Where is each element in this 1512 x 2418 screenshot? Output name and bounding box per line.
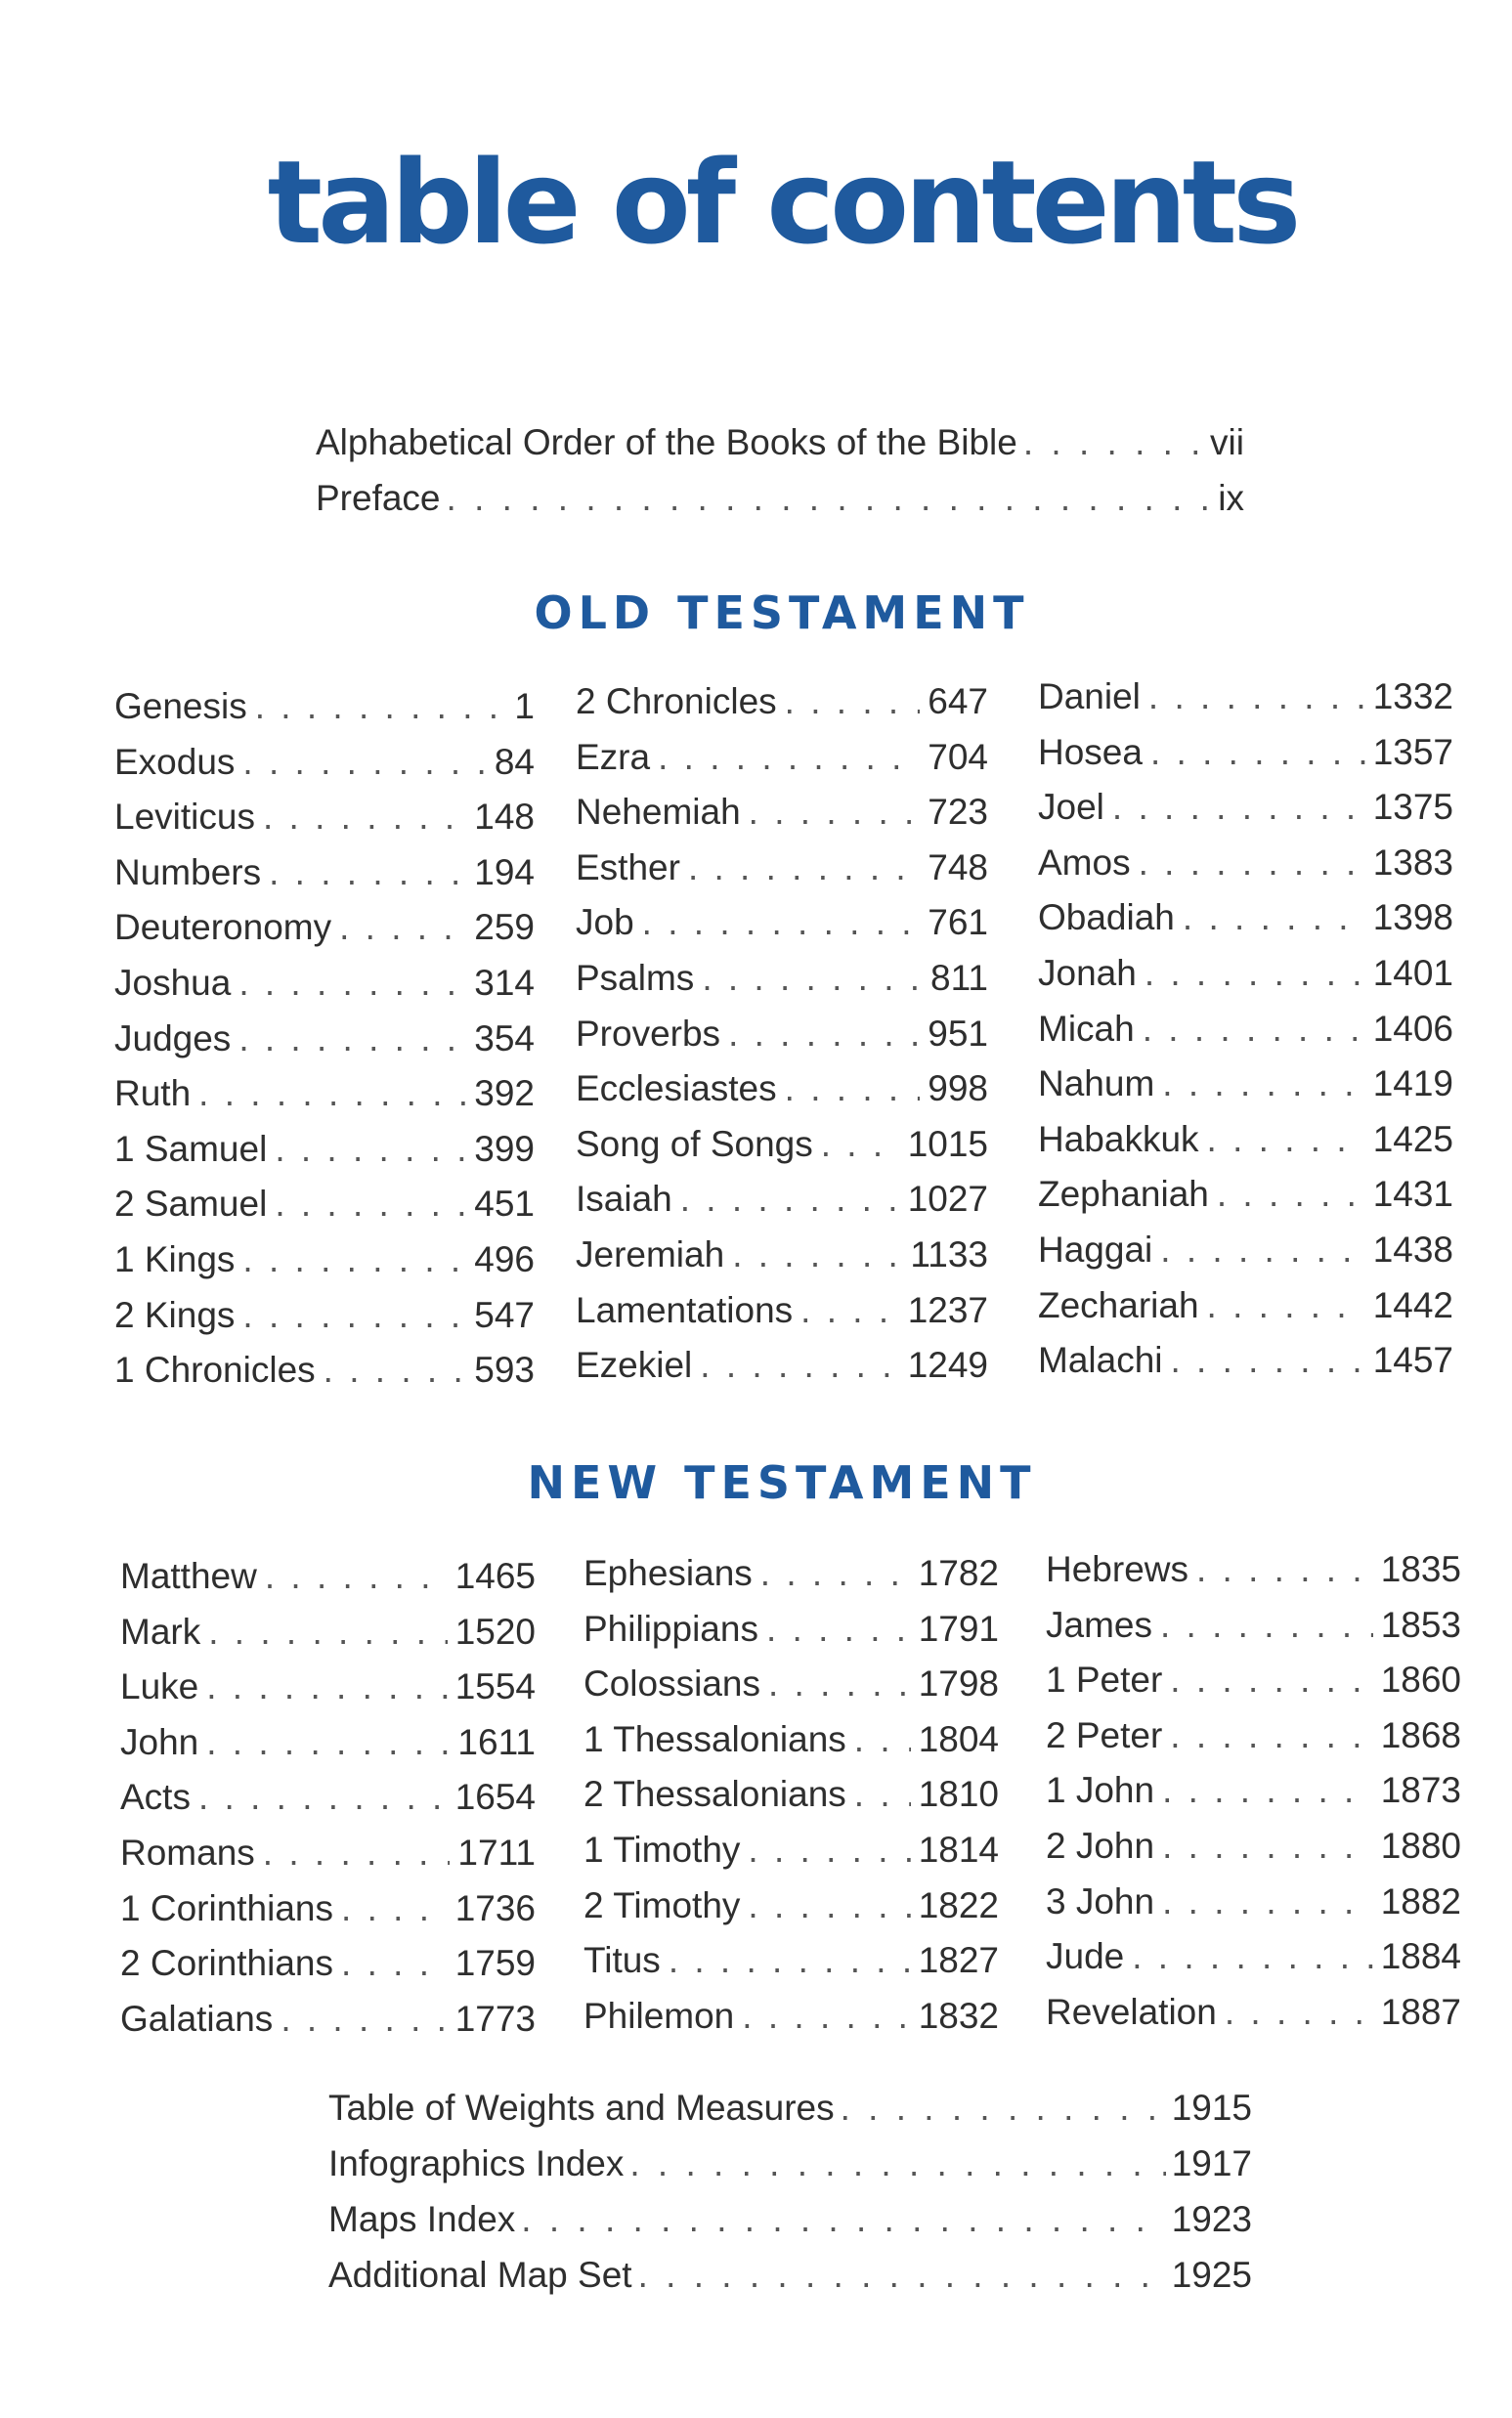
book-name: Proverbs — [576, 1013, 721, 1054]
book-name: Acts — [120, 1777, 191, 1818]
page-number: 1880 — [1380, 1825, 1461, 1866]
book-name: Zechariah — [1038, 1284, 1199, 1325]
book-name: Job — [576, 902, 634, 943]
book-name: Deuteronomy — [114, 907, 332, 948]
dot-leader — [1162, 1057, 1364, 1112]
old-testament-heading: OLD TESTAMENT — [534, 586, 1030, 639]
page-number: 1554 — [454, 1666, 536, 1707]
dot-leader — [1171, 1333, 1365, 1389]
book-entry[interactable] — [1046, 1985, 1461, 2041]
book-name: Philemon — [583, 1995, 735, 2036]
book-entry[interactable] — [583, 1823, 999, 1878]
dot-leader — [700, 1338, 899, 1394]
page-number: 1015 — [907, 1123, 988, 1164]
book-name: 1 Thessalonians — [583, 1718, 846, 1759]
book-entry[interactable] — [576, 951, 988, 1007]
book-name: Titus — [583, 1940, 661, 1981]
page-number: 1810 — [918, 1774, 999, 1815]
page-number: 1822 — [918, 1884, 999, 1925]
page-number: 1853 — [1380, 1604, 1461, 1645]
page-number: 1887 — [1380, 1991, 1461, 2032]
book-name: 2 Timothy — [583, 1884, 741, 1925]
book-entry[interactable] — [114, 1122, 535, 1178]
book-name: Numbers — [114, 851, 262, 892]
dot-leader — [238, 956, 466, 1012]
book-entry[interactable] — [576, 1061, 988, 1117]
book-entry[interactable] — [576, 895, 988, 951]
page-number: 1814 — [918, 1829, 999, 1870]
book-entry[interactable] — [120, 1992, 536, 2048]
book-entry[interactable] — [114, 1343, 535, 1399]
dot-leader — [265, 1549, 448, 1605]
page-number: 1249 — [907, 1345, 988, 1386]
entry-page: 1917 — [1171, 2143, 1252, 2183]
page-number: 998 — [928, 1068, 988, 1109]
book-entry[interactable] — [114, 1177, 535, 1232]
book-entry[interactable] — [1046, 1819, 1461, 1875]
dot-leader — [1148, 669, 1365, 725]
book-name: 1 Peter — [1046, 1660, 1163, 1701]
dot-leader — [669, 1933, 911, 1989]
dot-leader — [760, 1546, 911, 1602]
book-name: Hebrews — [1046, 1549, 1188, 1589]
page-number: 1868 — [1380, 1714, 1461, 1755]
book-name: Haggai — [1038, 1229, 1153, 1270]
book-entry[interactable] — [1038, 780, 1453, 836]
book-entry[interactable] — [114, 1288, 535, 1344]
book-entry[interactable] — [120, 1881, 536, 1937]
book-entry[interactable] — [1046, 1653, 1461, 1708]
dot-leader — [821, 1117, 900, 1173]
ot-column-3 — [1038, 669, 1453, 1389]
book-name: Song of Songs — [576, 1123, 813, 1164]
book-entry[interactable] — [120, 1770, 536, 1826]
book-entry[interactable] — [576, 1338, 988, 1394]
page-number: 1357 — [1372, 731, 1453, 772]
dot-leader — [728, 1007, 920, 1062]
book-name: Jeremiah — [576, 1233, 725, 1274]
dot-leader — [238, 1012, 466, 1067]
dot-leader — [263, 1826, 451, 1881]
dot-leader — [1150, 725, 1365, 781]
dot-leader — [638, 2247, 1166, 2303]
new-testament-heading: NEW TESTAMENT — [527, 1456, 1037, 1509]
toc-entry[interactable] — [316, 414, 1244, 470]
dot-leader — [242, 735, 486, 791]
page-number: 1873 — [1380, 1770, 1461, 1811]
book-name: Ephesians — [583, 1553, 753, 1593]
page-number: 451 — [474, 1184, 535, 1225]
page-number: 1 — [514, 686, 535, 726]
dot-leader — [841, 2080, 1166, 2136]
page-number: 951 — [928, 1013, 988, 1054]
book-entry[interactable] — [1038, 725, 1453, 781]
nt-column-2 — [583, 1546, 999, 2044]
dot-leader — [242, 1288, 466, 1344]
dot-leader — [324, 1343, 467, 1399]
book-name: Joel — [1038, 787, 1104, 828]
nt-column-3 — [1046, 1542, 1461, 2040]
book-entry[interactable] — [576, 1007, 988, 1062]
book-name: 1 Kings — [114, 1238, 236, 1279]
book-entry[interactable] — [1038, 836, 1453, 891]
book-entry[interactable] — [114, 900, 535, 956]
dot-leader — [447, 470, 1213, 526]
book-name: 1 John — [1046, 1770, 1155, 1811]
dot-leader — [766, 1602, 911, 1658]
book-entry[interactable] — [1046, 1708, 1461, 1764]
book-entry[interactable] — [1038, 1057, 1453, 1112]
book-entry[interactable] — [114, 1232, 535, 1288]
page-number: 1465 — [454, 1556, 536, 1596]
dot-leader — [206, 1660, 447, 1715]
dot-leader — [1162, 1875, 1373, 1930]
dot-leader — [281, 1992, 447, 2048]
page-number: 1711 — [457, 1832, 536, 1873]
page-number: 1798 — [918, 1663, 999, 1705]
book-name: Philippians — [583, 1608, 758, 1649]
book-name: Habakkuk — [1038, 1118, 1199, 1159]
book-name: 1 Chronicles — [114, 1350, 316, 1391]
dot-leader — [208, 1605, 447, 1661]
dot-leader — [1225, 1985, 1373, 2041]
book-entry[interactable] — [1038, 1278, 1453, 1334]
dot-leader — [242, 1232, 466, 1288]
book-entry[interactable] — [576, 730, 988, 786]
dot-leader — [854, 1712, 911, 1768]
page-number: 1401 — [1372, 952, 1453, 993]
page-number: 1827 — [918, 1940, 999, 1981]
page-number: 399 — [474, 1128, 535, 1169]
dot-leader — [521, 2191, 1165, 2247]
page-number: 704 — [928, 736, 988, 777]
page-title: table of contents — [267, 135, 1297, 270]
book-name: Ecclesiastes — [576, 1068, 777, 1109]
book-entry[interactable] — [576, 1283, 988, 1339]
book-name: Micah — [1038, 1008, 1135, 1049]
book-entry[interactable] — [1038, 1333, 1453, 1389]
book-name: Ezekiel — [576, 1345, 693, 1386]
page-number: 1027 — [907, 1179, 988, 1220]
entry-page: 1915 — [1171, 2088, 1252, 2128]
book-name: Revelation — [1046, 1991, 1217, 2032]
entry-label: Preface — [316, 478, 441, 518]
entry-label: Alphabetical Order of the Books of the Bible — [316, 422, 1017, 462]
ot-column-2 — [576, 674, 988, 1394]
book-name: 2 Peter — [1046, 1714, 1163, 1755]
front-matter-list — [316, 414, 1244, 526]
book-entry[interactable] — [576, 1172, 988, 1228]
toc-entry[interactable] — [316, 470, 1244, 526]
book-entry[interactable] — [1038, 1223, 1453, 1278]
page-number: 1791 — [918, 1608, 999, 1649]
book-name: Exodus — [114, 741, 236, 782]
book-entry[interactable] — [114, 845, 535, 901]
book-entry[interactable] — [1038, 1002, 1453, 1058]
page-number: 148 — [474, 797, 535, 838]
dot-leader — [748, 1878, 910, 1934]
book-name: 2 Kings — [114, 1294, 236, 1335]
entry-page: 1925 — [1171, 2255, 1252, 2295]
page-number: 1425 — [1372, 1118, 1453, 1159]
page-number: 1406 — [1372, 1008, 1453, 1049]
dot-leader — [1183, 890, 1365, 946]
book-entry[interactable] — [120, 1715, 536, 1771]
book-name: 2 Chronicles — [576, 681, 777, 721]
book-entry[interactable] — [114, 790, 535, 845]
page-number: 194 — [474, 851, 535, 892]
book-entry[interactable] — [120, 1826, 536, 1881]
dot-leader — [341, 1936, 448, 1992]
dot-leader — [680, 1172, 900, 1228]
book-name: 1 Samuel — [114, 1128, 268, 1169]
dot-leader — [198, 1770, 448, 1826]
dot-leader — [1162, 1763, 1373, 1819]
page-number: 1884 — [1380, 1936, 1461, 1977]
page-number: 1133 — [910, 1233, 988, 1274]
back-matter-list — [328, 2080, 1252, 2303]
dot-leader — [748, 1823, 910, 1878]
page-number: 1835 — [1380, 1549, 1461, 1589]
book-entry[interactable] — [120, 1660, 536, 1715]
page-number: 1237 — [907, 1289, 988, 1330]
dot-leader — [275, 1177, 466, 1232]
book-name: Leviticus — [114, 797, 255, 838]
page-number: 1442 — [1372, 1284, 1453, 1325]
page-number: 84 — [494, 741, 535, 782]
book-name: 2 Thessalonians — [583, 1774, 846, 1815]
dot-leader — [1143, 1002, 1365, 1058]
book-name: Ruth — [114, 1073, 192, 1114]
book-name: 1 Timothy — [583, 1829, 741, 1870]
dot-leader — [269, 845, 466, 901]
book-entry[interactable] — [583, 1657, 999, 1712]
page-number: 259 — [474, 907, 535, 948]
dot-leader — [1160, 1223, 1364, 1278]
book-entry[interactable] — [583, 1989, 999, 2045]
book-entry[interactable] — [1046, 1875, 1461, 1930]
dot-leader — [854, 1767, 911, 1823]
book-entry[interactable] — [1038, 946, 1453, 1002]
page-number: 1383 — [1372, 842, 1453, 883]
toc-entry[interactable] — [328, 2136, 1252, 2191]
book-entry[interactable] — [583, 1546, 999, 1602]
dot-leader — [341, 1881, 448, 1937]
page-number: 761 — [928, 902, 988, 943]
dot-leader — [688, 841, 920, 896]
page-number: 811 — [930, 957, 988, 998]
book-entry[interactable] — [583, 1712, 999, 1768]
page-number: 392 — [474, 1073, 535, 1114]
dot-leader — [263, 790, 466, 845]
book-name: Ezra — [576, 736, 651, 777]
book-name: Genesis — [114, 686, 247, 726]
page-number: 1759 — [454, 1943, 536, 1984]
dot-leader — [1023, 414, 1204, 470]
book-entry[interactable] — [583, 1602, 999, 1658]
page-number: 354 — [474, 1017, 535, 1058]
book-name: Judges — [114, 1017, 232, 1058]
dot-leader — [1196, 1542, 1373, 1598]
book-name: 2 Samuel — [114, 1184, 268, 1225]
entry-label: Table of Weights and Measures — [328, 2088, 835, 2128]
page-number: 1398 — [1372, 897, 1453, 938]
book-name: 3 John — [1046, 1880, 1155, 1921]
dot-leader — [658, 730, 920, 786]
page-number: 1438 — [1372, 1229, 1453, 1270]
page-number: 1860 — [1380, 1660, 1461, 1701]
book-entry[interactable] — [583, 1933, 999, 1989]
dot-leader — [1162, 1819, 1373, 1875]
book-name: Zephaniah — [1038, 1174, 1209, 1215]
page-number: 723 — [928, 792, 988, 833]
dot-leader — [1112, 780, 1365, 836]
dot-leader — [1160, 1598, 1373, 1654]
book-entry[interactable] — [576, 674, 988, 730]
book-entry[interactable] — [576, 1117, 988, 1173]
dot-leader — [785, 674, 921, 730]
dot-leader — [732, 1228, 902, 1283]
toc-entry[interactable] — [328, 2191, 1252, 2247]
dot-leader — [702, 951, 923, 1007]
page-number: 1804 — [918, 1718, 999, 1759]
dot-leader — [198, 1066, 466, 1122]
book-name: Luke — [120, 1666, 199, 1707]
dot-leader — [1170, 1708, 1372, 1764]
entry-page: ix — [1218, 478, 1244, 518]
page-number: 1457 — [1372, 1340, 1453, 1381]
dot-leader — [629, 2136, 1165, 2191]
book-name: Nehemiah — [576, 792, 741, 833]
toc-entry[interactable] — [328, 2247, 1252, 2303]
entry-page: 1923 — [1171, 2199, 1252, 2239]
toc-entry[interactable] — [328, 2080, 1252, 2136]
page-number: 1375 — [1372, 787, 1453, 828]
book-name: Hosea — [1038, 731, 1143, 772]
page-number: 314 — [474, 962, 535, 1003]
page-number: 1773 — [454, 1998, 536, 2039]
book-entry[interactable] — [114, 1012, 535, 1067]
book-entry[interactable] — [120, 1605, 536, 1661]
dot-leader — [206, 1715, 450, 1771]
book-entry[interactable] — [120, 1549, 536, 1605]
entry-label: Infographics Index — [328, 2143, 625, 2183]
dot-leader — [1207, 1112, 1365, 1168]
book-entry[interactable] — [1038, 1167, 1453, 1223]
dot-leader — [339, 900, 466, 956]
book-name: Matthew — [120, 1556, 257, 1596]
page-number: 1520 — [454, 1611, 536, 1652]
dot-leader — [642, 895, 921, 951]
entry-label: Maps Index — [328, 2199, 516, 2239]
dot-leader — [749, 785, 921, 841]
page-number: 748 — [928, 846, 988, 887]
book-name: Amos — [1038, 842, 1131, 883]
book-name: 2 John — [1046, 1825, 1155, 1866]
dot-leader — [768, 1657, 911, 1712]
book-name: Lamentations — [576, 1289, 794, 1330]
dot-leader — [1217, 1167, 1365, 1223]
book-name: Galatians — [120, 1998, 274, 2039]
page-number: 547 — [474, 1294, 535, 1335]
book-entry[interactable] — [114, 1066, 535, 1122]
dot-leader — [1207, 1278, 1365, 1334]
dot-leader — [255, 679, 507, 735]
book-entry[interactable] — [576, 1228, 988, 1283]
book-entry[interactable] — [576, 785, 988, 841]
book-entry[interactable] — [1038, 890, 1453, 946]
book-name: 1 Corinthians — [120, 1887, 334, 1928]
book-name: Esther — [576, 846, 680, 887]
book-name: James — [1046, 1604, 1152, 1645]
page-number: 1882 — [1380, 1880, 1461, 1921]
page-number: 1782 — [918, 1553, 999, 1593]
page-number: 496 — [474, 1238, 535, 1279]
page-number: 1832 — [918, 1995, 999, 2036]
book-entry[interactable] — [1046, 1598, 1461, 1654]
book-entry[interactable] — [114, 679, 535, 735]
dot-leader — [1145, 946, 1365, 1002]
book-entry[interactable] — [1046, 1542, 1461, 1598]
book-name: Daniel — [1038, 676, 1141, 716]
dot-leader — [1132, 1929, 1372, 1985]
book-entry[interactable] — [583, 1767, 999, 1823]
page-number: 1431 — [1372, 1174, 1453, 1215]
book-entry[interactable] — [1038, 1112, 1453, 1168]
page-number: 1611 — [457, 1721, 536, 1762]
ot-column-1 — [114, 679, 535, 1399]
book-entry[interactable] — [1046, 1929, 1461, 1985]
book-name: Mark — [120, 1611, 201, 1652]
page-number: 593 — [474, 1350, 535, 1391]
book-name: Nahum — [1038, 1063, 1155, 1104]
dot-leader — [1139, 836, 1365, 891]
page-number: 1736 — [454, 1887, 536, 1928]
book-name: Romans — [120, 1832, 255, 1873]
book-entry[interactable] — [114, 735, 535, 791]
page-number: 1332 — [1372, 676, 1453, 716]
entry-label: Additional Map Set — [328, 2255, 632, 2295]
book-name: Obadiah — [1038, 897, 1175, 938]
book-name: Malachi — [1038, 1340, 1163, 1381]
book-name: 2 Corinthians — [120, 1943, 334, 1984]
book-name: Isaiah — [576, 1179, 672, 1220]
book-name: Colossians — [583, 1663, 760, 1705]
page-number: 647 — [928, 681, 988, 721]
book-name: John — [120, 1721, 199, 1762]
dot-leader — [800, 1283, 900, 1339]
dot-leader — [1170, 1653, 1372, 1708]
book-entry[interactable] — [583, 1878, 999, 1934]
book-name: Jude — [1046, 1936, 1125, 1977]
book-name: Psalms — [576, 957, 695, 998]
book-entry[interactable] — [576, 841, 988, 896]
nt-column-1 — [120, 1549, 536, 2047]
dot-leader — [785, 1061, 921, 1117]
book-name: Jonah — [1038, 952, 1137, 993]
book-entry[interactable] — [1038, 669, 1453, 725]
page-number: 1419 — [1372, 1063, 1453, 1104]
dot-leader — [742, 1989, 910, 2045]
entry-page: vii — [1210, 422, 1244, 462]
book-entry[interactable] — [1046, 1763, 1461, 1819]
book-entry[interactable] — [120, 1936, 536, 1992]
dot-leader — [275, 1122, 466, 1178]
book-entry[interactable] — [114, 956, 535, 1012]
page-number: 1654 — [454, 1777, 536, 1818]
book-name: Joshua — [114, 962, 232, 1003]
